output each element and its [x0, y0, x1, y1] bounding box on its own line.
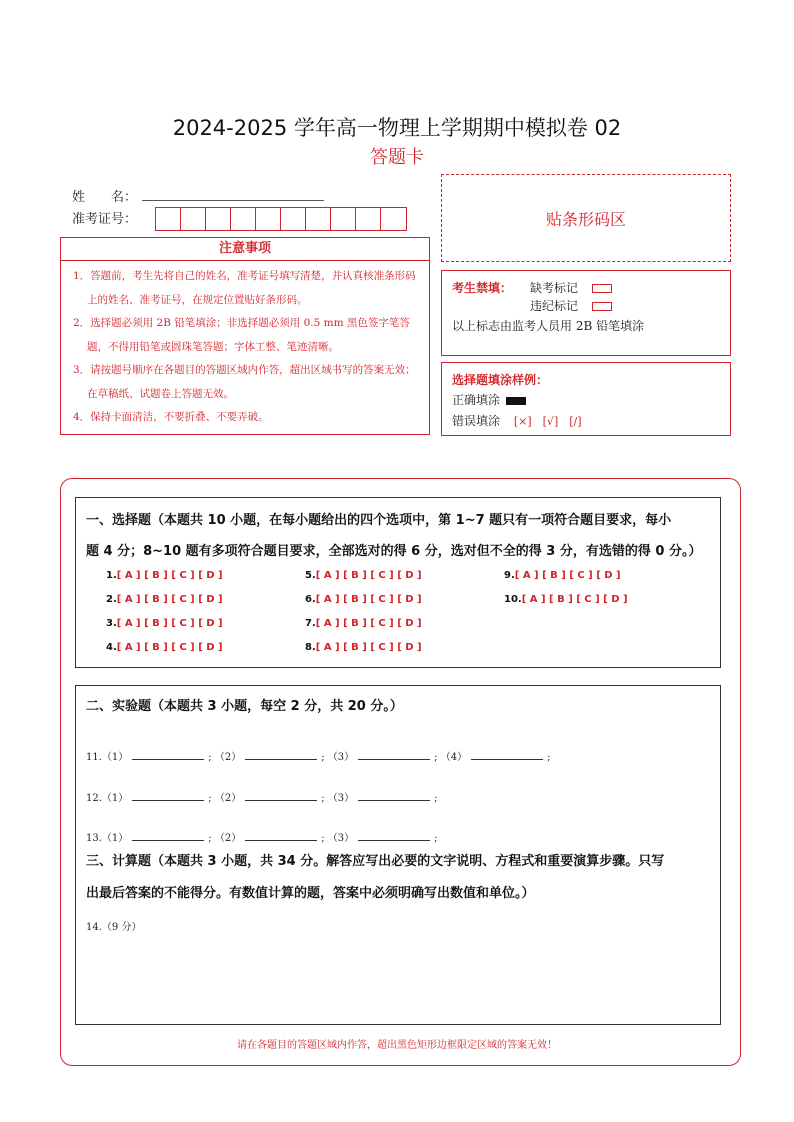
answer-blank[interactable]: [358, 830, 430, 841]
calculation-heading-line1: 三、计算题（本题共 3 小题，共 34 分。解答应写出必要的文字说明、方程式和重要演算步骤。只写: [86, 854, 665, 869]
id-digit-box[interactable]: [181, 208, 206, 230]
question-number: 13.: [86, 833, 102, 844]
absent-mark-label: 缺考标记: [530, 281, 579, 295]
answer-options[interactable]: [ A ] [ B ] [ C ] [ D ]: [116, 570, 223, 581]
name-label: 姓 名：: [72, 190, 138, 205]
id-digit-box[interactable]: [156, 208, 181, 230]
id-digit-box[interactable]: [206, 208, 231, 230]
blank-label: （2）: [214, 833, 242, 844]
id-digit-box[interactable]: [306, 208, 331, 230]
experiment-heading: 二、实验题（本题共 3 小题，每空 2 分，共 20 分。）: [86, 699, 403, 714]
answer-options[interactable]: [ A ] [ B ] [ C ] [ D ]: [315, 594, 422, 605]
question-number: 8.: [305, 642, 316, 653]
page-title: 2024-2025 学年高一物理上学期期中模拟卷 02: [172, 116, 622, 140]
choice-question-9[interactable]: [504, 570, 621, 581]
calculation-heading-line2: 出最后答案的不能得分。有数值计算的题，答案中必须明确写出数值和单位。）: [86, 886, 535, 901]
question-number: 4.: [106, 642, 117, 653]
violation-mark-label: 违纪标记: [530, 299, 579, 313]
fill-sample-heading: 选择题填涂样例：: [452, 373, 549, 387]
experiment-row-12: 12.（1） ; （2） ; （3） ;: [86, 789, 438, 804]
question-number: 12.: [86, 793, 102, 804]
choice-heading-line1: 一、选择题（本题共 10 小题，在每小题给出的四个选项中，第 1~7 题只有一项符合题目要求，每小: [86, 513, 672, 528]
blank-label: （3）: [327, 833, 355, 844]
blank-label: （3）: [327, 752, 355, 763]
answer-options[interactable]: [ A ] [ B ] [ C ] [ D ]: [521, 594, 628, 605]
answer-options[interactable]: [ A ] [ B ] [ C ] [ D ]: [514, 570, 621, 581]
wrong-fill-label: 错误填涂: [452, 414, 501, 428]
blank-label: （1）: [101, 833, 129, 844]
id-digit-box[interactable]: [331, 208, 356, 230]
violation-mark-box[interactable]: [592, 302, 612, 311]
id-digit-box[interactable]: [281, 208, 306, 230]
filled-mark-icon: [506, 397, 526, 405]
name-field[interactable]: [142, 200, 324, 201]
choice-question-4[interactable]: [106, 642, 223, 653]
answer-options[interactable]: [ A ] [ B ] [ C ] [ D ]: [315, 618, 422, 629]
correct-fill-label: 正确填涂: [452, 393, 501, 407]
answer-blank[interactable]: [471, 749, 543, 760]
notice-list: [67, 265, 421, 430]
answer-options[interactable]: [ A ] [ B ] [ C ] [ D ]: [315, 642, 422, 653]
question-14-label: 14.（9 分）: [86, 922, 142, 933]
experiment-and-calculation-section: [75, 685, 721, 1025]
question-14-answer-area[interactable]: [86, 936, 706, 1016]
choice-section: [75, 497, 721, 668]
answer-options[interactable]: [ A ] [ B ] [ C ] [ D ]: [116, 618, 223, 629]
question-number: 7.: [305, 618, 316, 629]
fill-sample-box: [441, 362, 731, 436]
question-number: 9.: [504, 570, 515, 581]
answer-blank[interactable]: [245, 790, 317, 801]
absent-mark-row: [530, 279, 612, 296]
experiment-row-13: 13.（1） ; （2） ; （3） ;: [86, 829, 438, 844]
choice-question-2[interactable]: [106, 594, 223, 605]
choice-question-3[interactable]: [106, 618, 223, 629]
answer-options[interactable]: [ A ] [ B ] [ C ] [ D ]: [315, 570, 422, 581]
question-number: 6.: [305, 594, 316, 605]
blank-label: （2）: [214, 793, 242, 804]
choice-question-7[interactable]: [305, 618, 422, 629]
barcode-area: [441, 174, 731, 262]
exam-marks-box: [441, 270, 731, 356]
blank-label: （1）: [101, 793, 129, 804]
question-number: 11.: [86, 752, 102, 763]
notice-item: 3．请按题号顺序在各题目的答题区域内作答，超出区域书写的答案无效；在草稿纸、试题卷上答题无效。: [73, 364, 416, 400]
barcode-label: 贴条形码区: [545, 209, 626, 229]
id-label: 准考证号：: [72, 212, 138, 227]
notice-item: 4．保持卡面清洁，不要折叠、不要弄破。: [73, 411, 269, 423]
blank-label: （2）: [214, 752, 242, 763]
notice-item: 2．选择题必须用 2B 铅笔填涂；非选择题必须用 0.5 mm 黑色签字笔答题，不得用铅笔或圆珠笔答题；字体工整、笔迹清晰。: [73, 317, 410, 353]
footer-warning: 请在各题目的答题区域内作答，超出黑色矩形边框限定区域的答案无效！: [237, 1040, 557, 1051]
answer-options[interactable]: [ A ] [ B ] [ C ] [ D ]: [116, 642, 223, 653]
answer-blank[interactable]: [132, 830, 204, 841]
blank-label: （1）: [101, 752, 129, 763]
id-digit-box[interactable]: [356, 208, 381, 230]
answer-options[interactable]: [ A ] [ B ] [ C ] [ D ]: [116, 594, 223, 605]
page-subtitle: 答题卡: [370, 147, 424, 168]
answer-blank[interactable]: [358, 749, 430, 760]
choice-question-5[interactable]: [305, 570, 422, 581]
notice-heading: 注意事项: [61, 238, 429, 261]
answer-blank[interactable]: [132, 790, 204, 801]
blank-label: （3）: [327, 793, 355, 804]
id-number-boxes[interactable]: [155, 207, 407, 231]
wrong-fill-row: [452, 412, 582, 429]
question-number: 5.: [305, 570, 316, 581]
absent-mark-box[interactable]: [592, 284, 612, 293]
notice-box: [60, 237, 430, 435]
exam-marks-label: 考生禁填：: [452, 281, 513, 295]
question-number: 10.: [504, 594, 522, 605]
wrong-fill-marks: [×] [√] [/]: [513, 415, 582, 428]
choice-heading-line2: 题 4 分；8~10 题有多项符合题目要求，全部选对的得 6 分，选对但不全的得 3 分，有选错的得 0 分。）: [86, 544, 702, 559]
choice-question-6[interactable]: [305, 594, 422, 605]
answer-blank[interactable]: [132, 749, 204, 760]
choice-question-8[interactable]: [305, 642, 422, 653]
id-digit-box[interactable]: [381, 208, 406, 230]
correct-fill-row: [452, 391, 526, 408]
choice-question-10[interactable]: [504, 594, 628, 605]
answer-blank[interactable]: [245, 749, 317, 760]
blank-label: （4）: [440, 752, 468, 763]
question-number: 3.: [106, 618, 117, 629]
answer-blank[interactable]: [245, 830, 317, 841]
choice-question-1[interactable]: [106, 570, 223, 581]
violation-mark-row: [530, 297, 612, 314]
id-digit-box[interactable]: [231, 208, 256, 230]
answer-blank[interactable]: [358, 790, 430, 801]
experiment-row-11: 11.（1） ; （2） ; （3） ; （4） ;: [86, 748, 550, 763]
question-number: 1.: [106, 570, 117, 581]
exam-marks-note: 以上标志由监考人员用 2B 铅笔填涂: [452, 319, 645, 333]
question-number: 2.: [106, 594, 117, 605]
notice-item: 1．答题前，考生先将自己的姓名，准考证号填写清楚，并认真核准条形码上的姓名、准考证号，在规定位置贴好条形码。: [73, 270, 416, 306]
id-digit-box[interactable]: [256, 208, 281, 230]
